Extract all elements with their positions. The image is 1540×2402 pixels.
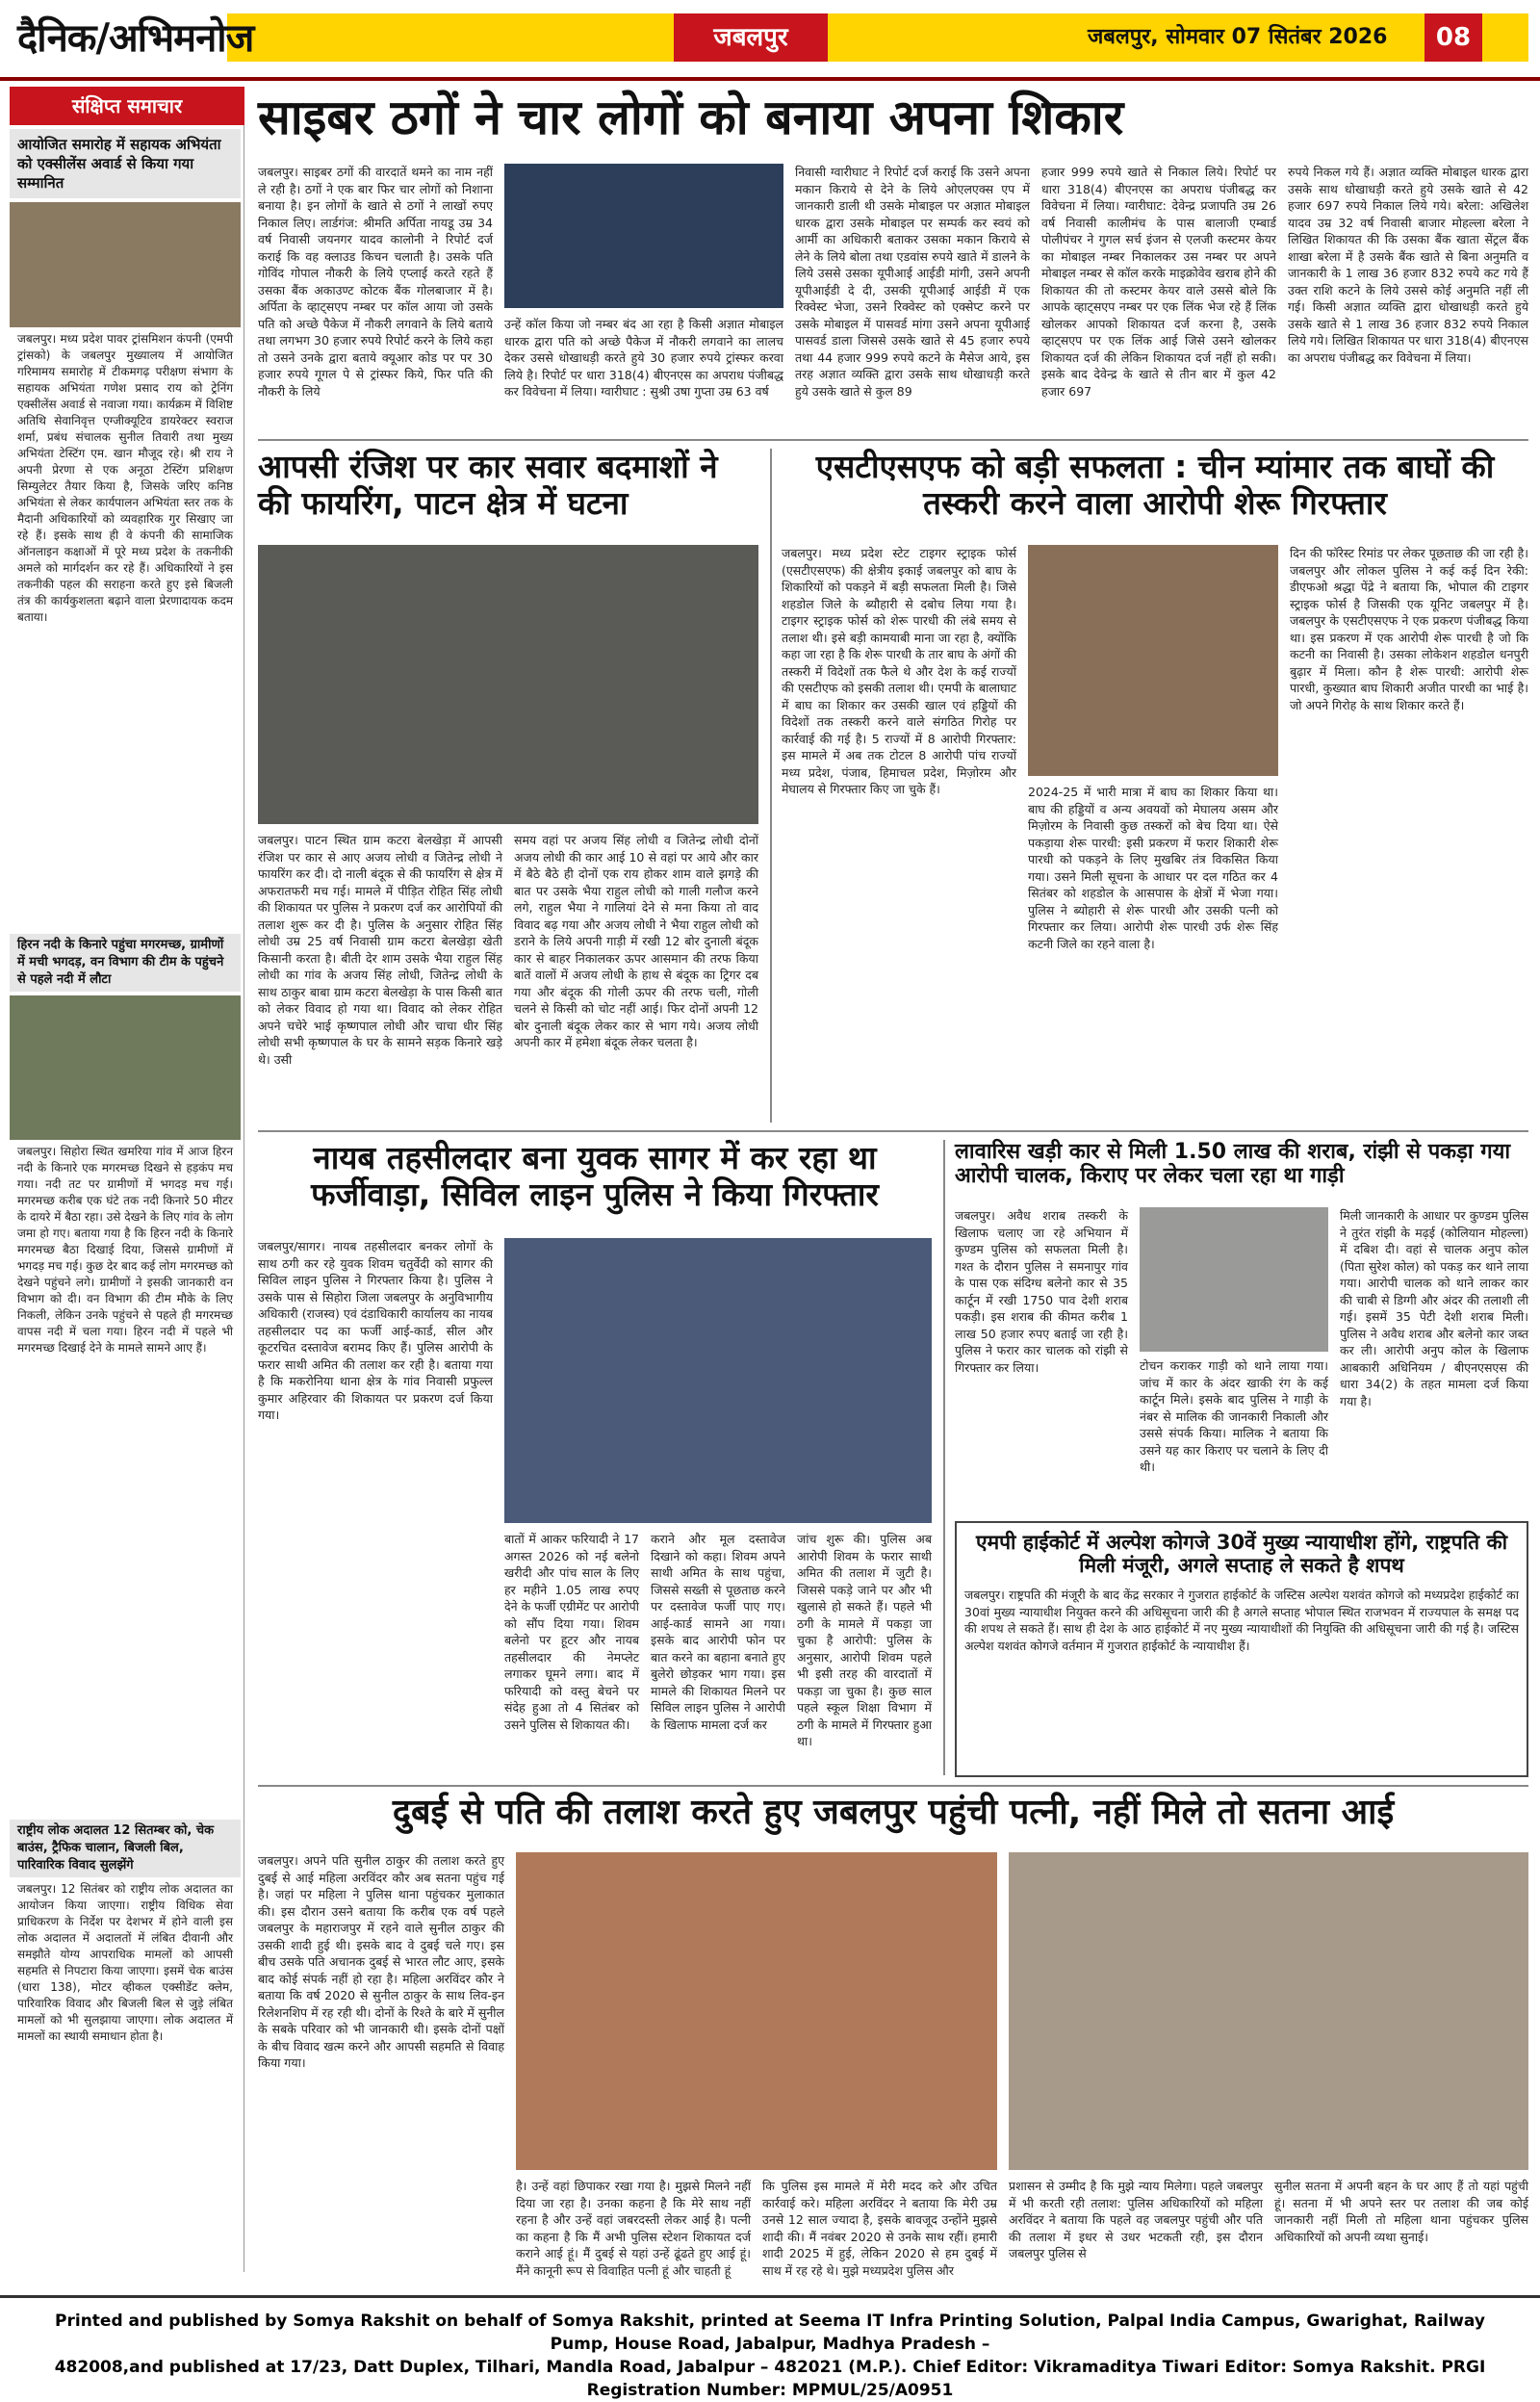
headline-dubai: दुबई से पति की तलाश करते हुए जबलपुर पहुंची पत्नी, नहीं मिले तो सतना आई <box>392 1793 1395 1832</box>
brief-1-text: जबलपुर। मध्य प्रदेश पावर ट्रांसमिशन कंपनी (एमपी ट्रांसको) के जबलपुर मुख्यालय में आयोजित गरिमामय समारोह में टीकमगढ़ परीक्षण संभाग के सहायक अभियंता गणेश प्रसाद राय को ट्रेनिंग एक्सीलेंस अवार्ड से नवाजा गया। कार्यक्रम में विशिष्ट अतिथि सेवानिवृत्त एग्जीक्यूटिव डायरेक्टर स्वराज शर्मा, प्रबंध संचालक सुनील तिवारी तथा मुख्य अभियंता टेस्टिंग एम. खान मौजूद रहे। श्री राय ने अपनी प्रेरणा से एक अनूठा टेस्टिंग प्रशिक्षण सिम्युलेटर तैयार किया है, जिसके जरिए कनिष्ठ अभियंता से लेकर कार्यपालन अभियंता स्तर तक के मैदानी अधिकारियों को व्यवहारिक गुर सिखाए जा रहे हैं। इसके साथ ही वे कंपनी की सामाजिक ऑनलाइन कक्षाओं में पूरे मध्य प्रदेश के तकनीकी अमले को मार्गदर्शन कर रहे हैं। अधिकारियों ने इस तकनीकी पहल की सराहना करते हुए इसे बिजली तंत्र की कार्यकुशलता बढ़ाने वाला प्रेरणादायक कदम बताया। <box>17 332 233 624</box>
stsf-col-1: जबलपुर। मध्य प्रदेश स्टेट टाइगर स्ट्राइक फोर्स (एसटीएसएफ) की क्षेत्रीय इकाई जबलपुर को बाघ के शिकारियों को पकड़ने में बड़ी सफलता मिली है। जिसे शहडोल जिले के ब्यौहारी से दबोच लिया गया है। टाइगर स्ट्राइक फोर्स को शेरू पारधी की लंबे समय से तलाश थी। इसे बड़ी कामयाबी माना जा रहा है, क्योंकि कहा जा रहा है कि शेरू पारधी के तार बाघ के अंगों की तस्करी में विदेशों तक फैले थे और देश के कई राज्यों की एसटीएफ को इसकी तलाश थी। एमपी के बालाघाट में बाघ का शिकार कर उसकी खाल एवं हड्डियों की विदेशों तक तस्करी करने वाले संगठित गिरोह पर कार्रवाई की गई है। 5 राज्यों में 8 आरोपी गिरफ्तार: इस मामले में अब तक टोटल 8 आरोपी पांच राज्यों मध्य प्रदेश, पंजाब, हिमाचल प्रदेश, मिज़ोरम और मेघालय से गिरफ्तार किए जा चुके हैं। <box>782 546 1016 796</box>
imprint-line-2: 482008,and published at 17/23, Datt Duplex, Tilhari, Mandla Road, Jabalpur – 482021 (M.P.). Chief Editor: Vikramaditya Tiwari Editor: Somya Rakshit. PRGI Registration Number: MPMUL/25/A0951 <box>54 2358 1486 2400</box>
cyber-col-1: जबलपुर। साइबर ठगों की वारदातें थमने का नाम नहीं ले रही है। ठगों ने एक बार फिर चार लोगों को निशाना बनाया है। इन लोगों के खाते से ठगों ने लाखों रुपए निकाल लिए। लार्डगंज: श्रीमति अर्पिता नायडू उम्र 34 वर्ष निवासी जयनगर यादव कालोनी ने रिपोर्ट दर्ज कराई कि वह क्लाउड किचन चलाती है। उसके पति गोविंद गोपाल नौकरी के लिये एप्लाई करते रहते हैं उसका बैंक अकाउण्ट कोटक बैंक गोलबाजार में है। अर्पिता के व्हाट्सएप नम्बर पर कॉल आया जो उसके पति को अच्छे पैकेज में नौकरी लगवाने के लिये बताये तथा लगभग 30 हजार रुपये रिपोर्ट करने के लिये कहा तो उसने उनके द्वारा बताये क्यूआर कोड पर पर 30 हजार रुपये गूगल पे से ट्रांस्फर किये, फिर पति की नौकरी के लिये <box>258 165 493 399</box>
city-label: जबलपुर <box>674 13 828 62</box>
firing-col-2: समय वहां पर अजय सिंह लोधी व जितेन्द्र लोधी दोनों अजय लोधी की कार आई 10 से वहां पर आये और कार में बैठे बैठे ही दोनों एक राय होकर शाम वाले झगड़े की बात पर उसके भैया राहुल लोधी को गाली गलौज करने लगे, राहुल भैया ने गालियां देने से मना किया तो वाद विवाद बढ़ गया और अजय लोधी ने भैया राहुल लोधी को डराने के लिये अपनी गाड़ी में रखी 12 बोर दुनाली बंदूक कार से बाहर निकालकर ऊपर आसमान की तरफ किया बातें वालों में अजय लोधी के हाथ से बंदूक का ट्रिगर दब गया और बंदूक की गोली ऊपर की तरफ चली, गोली चलने से किसी को चोट नहीं आई। फिर दोनों अपनी 12 बोर दुनाली बंदूक लेकर कार से भाग गये। अजय लोधी अपनी कार में हमेशा बंदूक लेकर चलता है। <box>514 833 758 1049</box>
liquor-col-2: टोचन कराकर गाड़ी को थाने लाया गया। जांच में कार के अंदर खाकी रंग के कई कार्टून मिले। इसके बाद पुलिस ने गाड़ी के नंबर से मालिक की जानकारी निकाली और उससे संपर्क किया। मालिक ने बताया कि उसने यह कार किराए पर चलाने के लिए दी थी। <box>1140 1358 1328 1474</box>
brief-3 <box>10 1820 241 2243</box>
brief-3-title: राष्ट्रीय लोक अदालत 12 सितम्बर को, चेक बाउंस, ट्रैफिक चालान, बिजली बिल, पारिवारिक विवाद सुलझेंगे <box>10 1820 241 1877</box>
sidebar-heading: संक्षिप्त समाचार <box>10 87 244 125</box>
handcuffs-photo <box>1028 545 1278 776</box>
cyber-fraud-photo <box>504 164 783 308</box>
brief-2-text: जबलपुर। सिहोरा स्थित खमरिया गांव में आज हिरन नदी के किनारे एक मगरमच्छ दिखने से हड़कंप मच गया। नदी तट पर ग्रामीणों में भगदड़ मच गई। मगरमच्छ करीब एक घंटे तक नदी किनारे 50 मीटर के दायरे में बैठा रहा। उसे देखने के लिए गांव के लोग जमा हो गए। बताया गया है कि हिरन नदी के किनारे मगरमच्छ बैठा दिखाई दिया, जिससे ग्रामीणों में भगदड़ मच गई। कुछ देर बाद कई लोग मगरमच्छ को देखने पहुंचने लगे। ग्रामीणों ने इसकी जानकारी वन विभाग को दी। वन विभाग की टीम मौके के लिए निकली, लेकिन उनके पहुंचने से पहले ही मगरमच्छ वापस नदी में चला गया। हिरन नदी में पहले भी मगरमच्छ दिखाई देने के मामले सामने आए हैं। <box>17 1145 233 1355</box>
hc-story-box <box>955 1521 1528 1777</box>
headline-liquor: लावारिस खड़ी कार से मिली 1.50 लाख की शराब, रांझी से पकड़ा गया आरोपी चालक, किराए पर लेकर चला रहा था गाड़ी <box>955 1140 1511 1189</box>
liquor-col-1: जबलपुर। अवैध शराब तस्करी के खिलाफ चलाए जा रहे अभियान में कुण्डम पुलिस को सफलता मिली है। गश्त के दौरान पुलिस ने समनापुर गांव के पास एक संदिग्ध बलेनो कार से 35 कार्टून में रखी 1750 पाव देशी शराब पकड़ी। इस शराब की कीमत करीब 1 लाख 50 हजार रुपए बताई जा रही है। पुलिस ने फरार कार चालक को रांझी से गिरफ्तार कर लिया। <box>955 1208 1128 1375</box>
cyber-col-5: रुपये निकल गये हैं। अज्ञात व्यक्ति मोबाइल धारक द्वारा उसके साथ धोखाधड़ी करते हुये उसके खाते से 42 हजार 697 रुपये निकाल लिये गये। बरेला: अखिलेश यादव उम्र 32 वर्ष निवासी बाजार मोहल्ला बरेला ने लिखित शिकायत की कि उसका बैंक खाता सेंट्रल बैंक शाखा बरेला में है उसके बैंक खाते से बिना अनुमति व जानकारी के 1 लाख 36 हजार 832 रुपये कट गये हैं उक्त राशि कटने के लिये उससे कोई अनुमति नहीं ली गई। किसी अज्ञात व्यक्ति द्वारा धोखाधड़ी करते हुये उसके खाते से 1 लाख 36 हजार 832 रुपये निकाल लिये गये। लिखित शिकायत पर धारा 318(4) बीएनएस का अपराध पंजीबद्ध कर विवेचना में लिया। <box>1288 165 1528 365</box>
seized-car-photo <box>1140 1207 1328 1352</box>
newspaper-logo: दैनिक/अभिमनोज <box>17 15 254 61</box>
dateline: जबलपुर, सोमवार 07 सितंबर 2026 <box>1088 25 1388 49</box>
woman-at-police-station-photo <box>1009 1852 1528 2170</box>
headline-firing: आपसी रंजिश पर कार सवार बदमाशों ने की फायरिंग, पाटन क्षेत्र में घटना <box>258 448 718 522</box>
headline-hc: एमपी हाईकोर्ट में अल्पेश कोगजे 30वें मुख्य न्यायाधीश होंगे, राष्ट्रपति की मिली मंजूरी, अगले सप्ताह ले सकते है शपथ <box>975 1531 1508 1578</box>
cyber-col-4: हजार 999 रुपये खाते से निकाल लिये। रिपोर्ट पर धारा 318(4) बीएनएस का अपराध पंजीबद्ध कर विवेचना में लिया। ग्वारीघाट: देवेन्द्र प्रजापति उम्र 26 वर्ष निवासी कालीमंच के पास बालाजी एम्बार्ड पोलीपंचर ने गुगल सर्च इंजन से एलजी कस्टमर केयर का मोबाइल नम्बर निकालकर उस नम्बर पर अपने मोबाइल नम्बर से कॉल करके माइक्रोवेव खराब होने की शिकायत की तो कस्टमर केयर वाले उससे बोले कि आपके व्हाट्सएप नम्बर पर एक लिंक भेज रहे हैं लिंक खोलकर आपको शिकायत दर्ज करना है, उसके व्हाट्सएप पर एक लिंक आई जिसे उसने खोलकर शिकायत दर्ज की लेकिन शिकायत दर्ज नहीं हो सकी। इसके बाद देवेन्द्र के खाते से तीन बार में कुल 42 हजार 697 <box>1041 165 1276 399</box>
headline-tehsildar: नायब तहसीलदार बना युवक सागर में कर रहा था फर्जीवाड़ा, सिविल लाइन पुलिस ने किया गिरफ्तार <box>311 1139 879 1213</box>
divider <box>258 439 1528 441</box>
brief-1-title: आयोजित समारोह में सहायक अभियंता को एक्सीलेंस अवार्ड से किया गया सम्मानित <box>10 129 241 198</box>
brief-2 <box>10 934 241 1756</box>
stsf-col-2: 2024-25 में भारी मात्रा में बाघ का शिकार किया था। बाघ की हड्डियों व अन्य अवयवों को मेघालय असम और मिज़ोरम के निवासी कुछ तस्करों को बेच दिया था। ऐसे पकड़ाया शेरू पारधी: इसी प्रकरण में फरार शिकारी शेरू पारधी को पकड़ने के लिए मुखबिर तंत्र विकसित किया गया। उसने मिली सूचना के आधार पर दल गठित कर 4 सितंबर को शहडोल के आसपास के क्षेत्रों में भेजा गया। पुलिस ने ब्योहारी से शेरू पारधी और उसकी पत्नी को गिरफ्तार कर लिया। आरोपी शेरू पारधी उर्फ शेरू सिंह कटनी जिले का रहने वाला है। <box>1028 785 1278 951</box>
cyber-col-2: उन्हें कॉल किया जो नम्बर बंद आ रहा है किसी अज्ञात मोबाइल धारक द्वारा पति को अच्छे पैकेज में नौकरी लगवाने का लालच देकर उससे धोखाधड़ी करते हुये 30 हजार रुपये ट्रांस्फर करवा लिये है। रिपोर्ट पर धारा 318(4) बीएनएस का अपराध पंजीबद्ध कर विवेचना में लिया। ग्वारीघाट : सुश्री उषा गुप्ता उम्र 63 वर्ष <box>504 317 783 399</box>
liquor-col-3: मिली जानकारी के आधार पर कुण्डम पुलिस ने तुरंत रांझी के मढ़ई (कोलियान मोहल्ला) में दबिश दी। वहां से चालक अनुप कोल (पिता सुरेश कोल) को पकड़ कर थाने लाया गया। आरोपी चालक को थाने लाकर कार की चाबी से डिग्गी और अंदर की तलाशी ली गई। इसमें 35 पेटी देशी शराब मिली। पुलिस ने अवैध शराब और बलेनो कार जब्त कर ली। आरोपी अनुप कोल के खिलाफ आबकारी अधिनियम / बीएनएसएस की धारा 34(2) के तहत मामला दर्ज किया गया है। <box>1340 1208 1528 1408</box>
chained-hands-photo <box>504 1238 932 1523</box>
imprint-line-1: Printed and published by Somya Rakshit on behalf of Somya Rakshit, printed at Seema IT Infra Printing Solution, Palpal India Campus, Gwarighat, Railway Pump, House Road, Jabalpur, Madhya Pradesh – <box>55 2312 1485 2354</box>
dubai-col-1: जबलपुर। अपने पति सुनील ठाकुर की तलाश करते हुए दुबई से आई महिला अरविंदर कौर अब सतना पहुंच गई है। जहां पर महिला ने पुलिस थाना पहुंचकर मुलाकात की। इस दौरान उसने बताया कि करीब एक वर्ष पहले जबलपुर के महाराजपुर में रहने वाले सुनील ठाकुर की उसकी शादी हुई थी। इसके बाद वे दुबई चले गए। इस बीच उसके पति अचानक दुबई से भारत लौट आए, इसके बाद कोई संपर्क नहीं हो रहा है। महिला अरविंदर कौर ने बताया कि वर्ष 2020 से सुनील ठाकुर के साथ लिव-इन रिलेशनशिप में रह रही थी। दोनों के रिश्ते के बारे में सुनील के सबके परिवार को भी जानकारी थी। इसके दोनों पक्षों के बीच विवाद खत्म करने और आपसी सहमति से विवाह किया गया। <box>258 1853 504 2070</box>
cyber-col-3: निवासी ग्वारीघाट ने रिपोर्ट दर्ज कराई कि उसने अपना मकान किराये से देने के लिये ओएलएक्स एप में जानकारी डाली थी उसके मोबाइल पर अज्ञात मोबाइल धारक द्वारा उसके मोबाइल पर सम्पर्क कर स्वयं को आर्मी का अधिकारी बताकर उसका मकान किराये से लेने के लिये बोला तथा एडवांस रुपये खाते में डालने के लिये उससे उसका यूपीआई आईडी मांगी, उसने अपनी यूपीआईडी दे दी, उसकी यूपीआई आईडी में एक रिक्वेस्ट भेजा, उसने रिक्वेस्ट को एक्सेप्ट करने पर उसके मोबाइल में पासवर्ड मांगा उसने अपना यूपीआई पासवर्ड डाला जिससे उसके खाते से 45 हजार रुपये तथा 44 हजार 999 रुपये कटने के मैसेज आये, इस तरह अज्ञात व्यक्ति द्वारा उसके साथ धोखाधड़ी करते हुये उसके खाते से कुल 89 <box>795 165 1030 399</box>
stsf-col-3: दिन की फॉरेस्ट रिमांड पर लेकर पूछताछ की जा रही है। जबलपुर और लोकल पुलिस ने कई कई दिन रेकी: डीएफओ श्रद्धा पेंद्रे ने बताया कि, भोपाल की टाइगर स्ट्राइक फोर्स है जिसकी एक यूनिट जबलपुर में है। जबलपुर के एसटीएसएफ ने एक प्रकरण पंजीबद्ध किया था। इस प्रकरण में एक आरोपी शेरू पारधी है जो कि कटनी का निवासी है। उसका लोकेशन शहडोल धनपुरी बुढ़ार में मिला। कौन है शेरू पारधी: आरोपी शेरू पारधी, कुख्यात बाघ शिकारी अजीत पारधी का भाई है। जो अपने गिरोह के साथ शिकार करते हैं। <box>1290 546 1528 712</box>
page-number: 08 <box>1424 13 1482 62</box>
brief-2-title: हिरन नदी के किनारे पहुंचा मगरमच्छ, ग्रामीणों में मची भगदड़, वन विभाग की टीम के पहुंचने से पहले नदी में लौटा <box>10 934 241 992</box>
tehsildar-col-4: जांच शुरू की। पुलिस अब आरोपी शिवम के फरार साथी अमित की तलाश में जुटी है। जिससे पकड़े जाने पर और भी खुलासे हो सकते हैं। पहले भी ठगी के मामले में पकड़ा जा चुका है आरोपी: पुलिस के अनुसार, आरोपी शिवम पहले भी इसी तरह की वारदातों में पकड़ा जा चुका है। कुछ साल पहले स्कूल शिक्षा विभाग में ठगी के मामले में गिरफ्तार हुआ था। <box>797 1532 932 1748</box>
tehsildar-col-3: कराने और मूल दस्तावेज दिखाने को कहा। शिवम अपने साथी अमित के साथ पहुंचा, जिससे सख्ती से पूछताछ करने पर दस्तावेज फर्जी पाए गए। आई-कार्ड सामने आ गया। इसके बाद आरोपी फोन पर बात करने का बहाना बनाते हुए बुलेरो छोड़कर भाग गया। इस मामले की शिकायत मिलने पर सिविल लाइन पुलिस ने आरोपी के खिलाफ मामला दर्ज कर <box>651 1532 785 1732</box>
divider <box>258 1130 1528 1132</box>
headline-cyber: साइबर ठगों ने चार लोगों को बनाया अपना शिकार <box>258 90 1124 145</box>
masthead <box>0 0 1540 81</box>
firing-scene-photo <box>258 545 758 824</box>
wedding-couple-photo <box>516 1852 997 2170</box>
firing-col-1: जबलपुर। पाटन स्थित ग्राम कटरा बेलखेड़ा में आपसी रंजिश पर कार से आए अजय लोधी व जितेन्द्र लोधी ने फायरिंग कर दी। दो नाली बंदूक से की फायरिंग से क्षेत्र में अफरातफरी मच गई। मामले में पीड़ित रोहित सिंह लोधी की शिकायत पर पुलिस ने प्रकरण दर्ज कर आरोपियों की तलाश शुरू कर दी है। पुलिस के अनुसार रोहित सिंह लोधी उम्र 25 वर्ष निवासी ग्राम कटरा बेलखेड़ा खेती किसानी करता है। बीती देर शाम उसके भैया राहुल सिंह लोधी का गांव के अजय सिंह लोधी, जितेन्द्र लोधी के साथ ठाकुर बाबा ग्राम कटरा बेलखेड़ा के पास किसी बात को लेकर विवाद हो गया था। विवाद को लेकर रोहित अपने चचेरे भाई कृष्णपाल लोधी और चाचा धीर सिंह लोधी सभी कृष्णपाल के घर के सामने सड़क किनारे खड़े थे। उसी <box>258 833 502 1067</box>
dubai-col-3: कि पुलिस इस मामले में मेरी मदद करे और उचित कार्रवाई करे। महिला अरविंदर ने बताया कि मेरी उम्र उनसे 12 साल ज्यादा है, इसके बावजूद उन्होंने मुझसे शादी की। मैं नवंबर 2020 से उनके साथ रहीं। हमारी शादी 2025 में हुई, लेकिन 2020 से हम दुबई में साथ में रह रहे थे। मुझे मध्यप्रदेश पुलिस और <box>762 2179 997 2278</box>
crocodile-photo <box>10 995 241 1140</box>
dubai-col-2: है। उन्हें वहां छिपाकर रखा गया है। मुझसे मिलने नहीं दिया जा रहा है। उनका कहना है कि मेरे साथ नहीं रहना है और उन्हें वहां जबरदस्ती लेकर आई है। पत्नी का कहना है कि मैं अभी पुलिस स्टेशन शिकायत दर्ज कराने आई हूं। मैं दुबई से यहां उन्हें ढूंढते हुए आई हूं। मैंने कानूनी रूप से विवाहित पत्नी हूं और चाहती हूं <box>516 2179 751 2278</box>
divider <box>258 1785 1528 1787</box>
tehsildar-col-2: बातों में आकर फरियादी ने 17 अगस्त 2026 को नई बलेनो खरीदी और पांच साल के लिए हर महीने 1.05 लाख रुपए देने के फर्जी एग्रीमेंट पर आरोपी को सौंप दिया गया। शिवम बलेनो पर हूटर और नायब तहसीलदार की नेमप्लेट लगाकर घूमने लगा। बाद में फरियादी को वस्तु बेचने पर संदेह हुआ तो 4 सितंबर को उसने पुलिस से शिकायत की। <box>504 1532 639 1732</box>
headline-stsf: एसटीएसएफ को बड़ी सफलता : चीन म्यांमार तक बाघों की तस्करी करने वाला आरोपी शेरू गिरफ्तार <box>815 448 1495 522</box>
tehsildar-col-1: जबलपुर/सागर। नायब तहसीलदार बनकर लोगों के साथ ठगी कर रहे युवक शिवम चतुर्वेदी को सागर की सिविल लाइन पुलिस ने गिरफ्तार किया है। पुलिस ने उसके पास से सिहोरा जिला जबलपुर के अनुविभागीय अधिकारी (राजस्व) एवं दंडाधिकारी कार्यालय का नायब तहसीलदार पद का फर्जी आई-कार्ड, सील और कूटरचित दस्तावेज बरामद किए हैं। पुलिस आरोपी के फरार साथी अमित की तलाश कर रही है। बताया गया है कि मकरोनिया थाना क्षेत्र के गांव निवासी प्रफुल्ल कुमार अहिरवार की शिकायत पर प्रकरण दर्ज किया गया। <box>258 1239 493 1422</box>
dubai-col-4: प्रशासन से उम्मीद है कि मुझे न्याय मिलेगा। पहले जबलपुर में भी करती रही तलाश: पुलिस अधिकारियों को महिला अरविंदर ने बताया कि पहले वह जबलपुर पहुंची और पति की तलाश में इधर से उधर भटकती रही, इस दौरान जबलपुर पुलिस से <box>1009 2179 1263 2260</box>
divider <box>943 1140 945 1775</box>
divider <box>770 449 772 1123</box>
sidebar-briefs <box>10 87 244 2272</box>
hc-body: जबलपुर। राष्ट्रपति की मंजूरी के बाद केंद्र सरकार ने गुजरात हाईकोर्ट के जस्टिस अल्पेश यशवंत कोगजे को मध्यप्रदेश हाईकोर्ट का 30वां मुख्य न्यायाधीश नियुक्त करने की अधिसूचना जारी की है अगले सप्ताह भोपाल स्थित राजभवन में राज्यपाल के समक्ष पद की शपथ ले सकते हैं। साथ ही देश के आठ हाईकोर्ट में नए मुख्य न्यायाधीशों की नियुक्ति की अधिसूचना जारी की गई है। जस्टिस अल्पेश यशवंत कोगजे वर्तमान में गुजरात हाईकोर्ट के न्यायाधीश हैं। <box>964 1588 1519 1653</box>
award-ceremony-photo <box>10 202 241 327</box>
imprint-footer <box>0 2295 1540 2400</box>
dubai-col-5: सुनील सतना में अपनी बहन के घर आए हैं तो यहां पहुंची हूं। सतना में भी अपने स्तर पर तलाश की जब कोई जानकारी नहीं मिली तो महिला थाना पहुंचकर पुलिस अधिकारियों को अपनी व्यथा सुनाई। <box>1274 2179 1528 2244</box>
brief-1 <box>10 129 241 943</box>
brief-3-text: जबलपुर। 12 सितंबर को राष्ट्रीय लोक अदालत का आयोजन किया जाएगा। राष्ट्रीय विधिक सेवा प्राधिकरण के निर्देश पर देशभर में होने वाली इस लोक अदालत में अदालतों में लंबित दीवानी और समझौते योग्य आपराधिक मामलों को आपसी सहमति से निपटारा किया जाएगा। इसमें चेक बाउंस (धारा 138), मोटर व्हीकल एक्सीडेंट क्लेम, पारिवारिक विवाद और बिजली बिल से जुड़े लंबित मामलों को भी सुलझाया जाएगा। लोक अदालत में मामलों का स्थायी समाधान होता है। <box>17 1882 233 2043</box>
